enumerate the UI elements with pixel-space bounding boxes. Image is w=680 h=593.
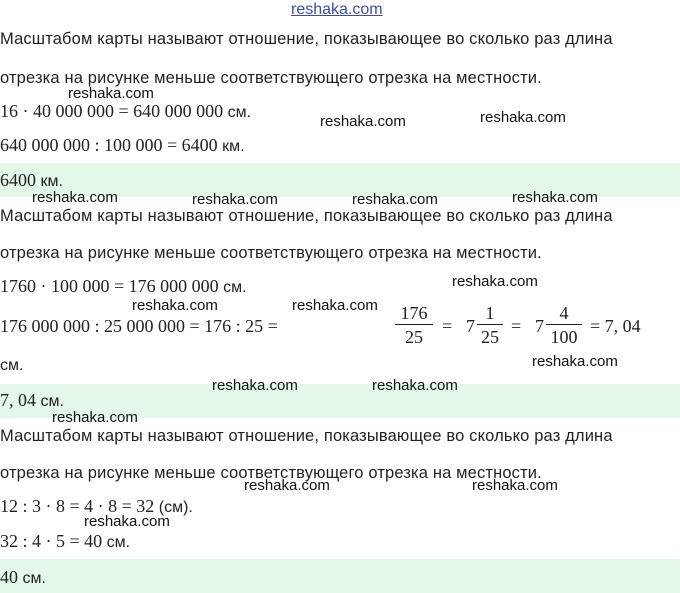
watermark-text: reshaka.com [192,191,278,208]
watermark-text: reshaka.com [244,477,330,494]
task3-answer-value: 40 [0,567,18,587]
task3-answer [0,567,46,588]
fraction-bar [395,324,433,325]
task1-eq1-expression: 16 · 40 000 000 = 640 000 000 [0,101,224,121]
watermark-text: reshaka.com [52,409,138,426]
task2-eq2-unit: см. [0,357,24,374]
fraction-numerator: 1 [485,303,495,323]
task2-equation-1 [0,276,247,297]
task1-equation-2 [0,135,245,156]
task2-equals-sign: = [442,316,453,336]
task2-mixed2-fraction [546,303,582,347]
task3-eq2-expression: 32 : 4 · 5 = 40 [0,531,103,551]
task2-fraction-176-25 [395,303,433,347]
definition-line-2: отрезка на рисунке меньше соответствующего отрезка на местности. [0,464,542,482]
task1-answer-unit: км. [40,173,63,190]
task2-eq1-unit: см. [223,279,247,296]
task3-answer-unit: см. [22,570,46,587]
task3-equation-2 [0,531,130,552]
task3-eq1-expression: 12 : 3 · 8 = 4 · 8 = 32 [0,496,155,516]
definition-line-1: Масштабом карты называют отношение, показывающее во сколько раз длина [0,30,613,48]
task1-eq2-expression: 640 000 000 : 100 000 = 6400 [0,135,218,155]
fraction-bar [546,324,582,325]
watermark-text: reshaka.com [32,189,118,206]
fraction-bar [477,324,503,325]
watermark-text: reshaka.com [68,85,154,102]
task2-answer [0,390,64,411]
fraction-numerator: 4 [559,303,569,323]
fraction-denominator: 25 [481,327,499,347]
definition-line-2: отрезка на рисунке меньше соответствующего отрезка на местности. [0,244,542,262]
task1-answer [0,170,63,191]
task3-answer-band [0,559,680,593]
watermark-text: reshaka.com [84,513,170,530]
watermark-text: reshaka.com [480,109,566,126]
task2-result: = 7, 04 [590,316,641,336]
definition-line-2: отрезка на рисунке меньше соответствующего отрезка на местности. [0,69,542,87]
task1-eq1-unit: см. [227,104,252,121]
watermark-text: reshaka.com [372,377,458,394]
watermark-text: reshaka.com [132,297,218,314]
definition-line-1: Масштабом карты называют отношение, показывающее во сколько раз длина [0,207,613,225]
task2-eq1-expression: 1760 · 100 000 = 176 000 000 [0,276,219,296]
watermark-text: reshaka.com [472,477,558,494]
task2-eq2-lhs: 176 000 000 : 25 000 000 = 176 : 25 = [0,316,278,336]
watermark-text: reshaka.com [352,191,438,208]
task1-equation-1 [0,101,251,122]
watermark-text: reshaka.com [292,297,378,314]
watermark-text: reshaka.com [512,189,598,206]
task2-mixed1-whole: 7 [466,316,475,336]
task2-answer-value: 7, 04 [0,390,36,410]
task2-mixed1-fraction [477,303,503,347]
header-watermark-link[interactable]: reshaka.com [291,1,383,18]
task3-eq2-unit: см. [106,534,131,551]
watermark-text: reshaka.com [212,377,298,394]
task3-eq1-unit: (см). [158,499,193,516]
task2-answer-unit: см. [40,393,64,410]
task1-eq2-unit: км. [222,138,245,155]
fraction-denominator: 25 [405,327,423,347]
watermark-text: reshaka.com [532,353,618,370]
definition-line-1: Масштабом карты называют отношение, показывающее во сколько раз длина [0,427,613,445]
watermark-text: reshaka.com [320,113,406,130]
task2-mixed2-whole: 7 [535,316,544,336]
task1-answer-value: 6400 [0,170,36,190]
task2-equals-sign: = [511,316,522,336]
fraction-denominator: 100 [550,327,578,347]
watermark-text: reshaka.com [452,273,538,290]
fraction-numerator: 176 [400,303,428,323]
